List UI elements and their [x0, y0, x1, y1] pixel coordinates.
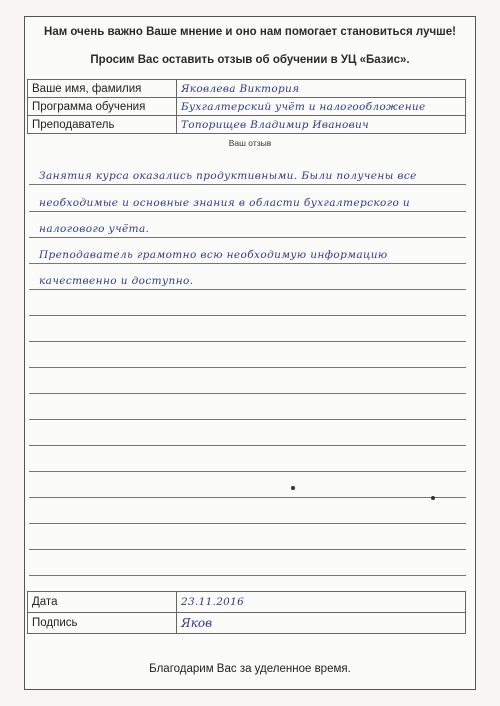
ruled-line	[29, 549, 466, 550]
ruled-line	[29, 575, 466, 576]
name-field[interactable]	[177, 80, 466, 98]
ruled-line	[29, 184, 466, 185]
ruled-line	[29, 471, 466, 472]
ink-dot	[431, 496, 435, 500]
ruled-line	[29, 523, 466, 524]
ruled-line	[29, 289, 466, 290]
feedback-form	[24, 16, 476, 690]
ruled-line	[29, 341, 466, 342]
program-row	[28, 98, 466, 116]
signature-label: Подпись	[28, 613, 177, 634]
teacher-row	[28, 116, 466, 134]
feedback-line-5: качественно и доступно.	[39, 275, 194, 287]
ruled-line	[29, 445, 466, 446]
date-value: 23.11.2016	[181, 596, 245, 608]
teacher-label: Преподаватель	[28, 116, 177, 134]
date-label: Дата	[28, 592, 177, 613]
teacher-field[interactable]	[177, 116, 466, 134]
signature-value: Яков	[181, 616, 213, 630]
program-label: Программа обучения	[28, 98, 177, 116]
name-row	[28, 80, 466, 98]
date-signature-table	[27, 591, 466, 634]
ruled-line	[29, 393, 466, 394]
name-value: Яковлева Виктория	[181, 82, 300, 95]
ruled-line	[29, 497, 466, 498]
ruled-line	[29, 263, 466, 264]
ink-dot	[291, 486, 295, 490]
feedback-label: Ваш отзыв	[228, 138, 272, 148]
program-field[interactable]	[177, 98, 466, 116]
teacher-value: Топорищев Владимир Иванович	[181, 118, 369, 131]
date-field[interactable]	[177, 592, 466, 613]
signature-field[interactable]	[177, 613, 466, 634]
signature-row	[28, 613, 466, 634]
feedback-line-2: необходимые и основные знания в области бухгалтерского и	[39, 197, 411, 209]
name-label: Ваше имя, фамилия	[28, 80, 177, 98]
ruled-line	[29, 315, 466, 316]
ruled-line	[29, 419, 466, 420]
ruled-line	[29, 237, 466, 238]
date-row	[28, 592, 466, 613]
feedback-line-4: Преподаватель грамотно всю необходимую информацию	[39, 249, 388, 261]
ruled-line	[29, 211, 466, 212]
header-line-2: Просим Вас оставить отзыв об обучении в УЦ «Базис».	[90, 54, 410, 66]
feedback-line-1: Занятия курса оказались продуктивными. Были получены все	[39, 170, 417, 182]
program-value: Бухгалтерский учёт и налогообложение	[181, 100, 426, 113]
header-line-1: Нам очень важно Ваше мнение и оно нам помогает становиться лучше!	[44, 26, 456, 38]
info-table	[27, 79, 466, 134]
thanks-text: Благодарим Вас за уделенное время.	[149, 663, 351, 675]
ruled-line	[29, 367, 466, 368]
feedback-line-3: налогового учёта.	[39, 223, 150, 235]
